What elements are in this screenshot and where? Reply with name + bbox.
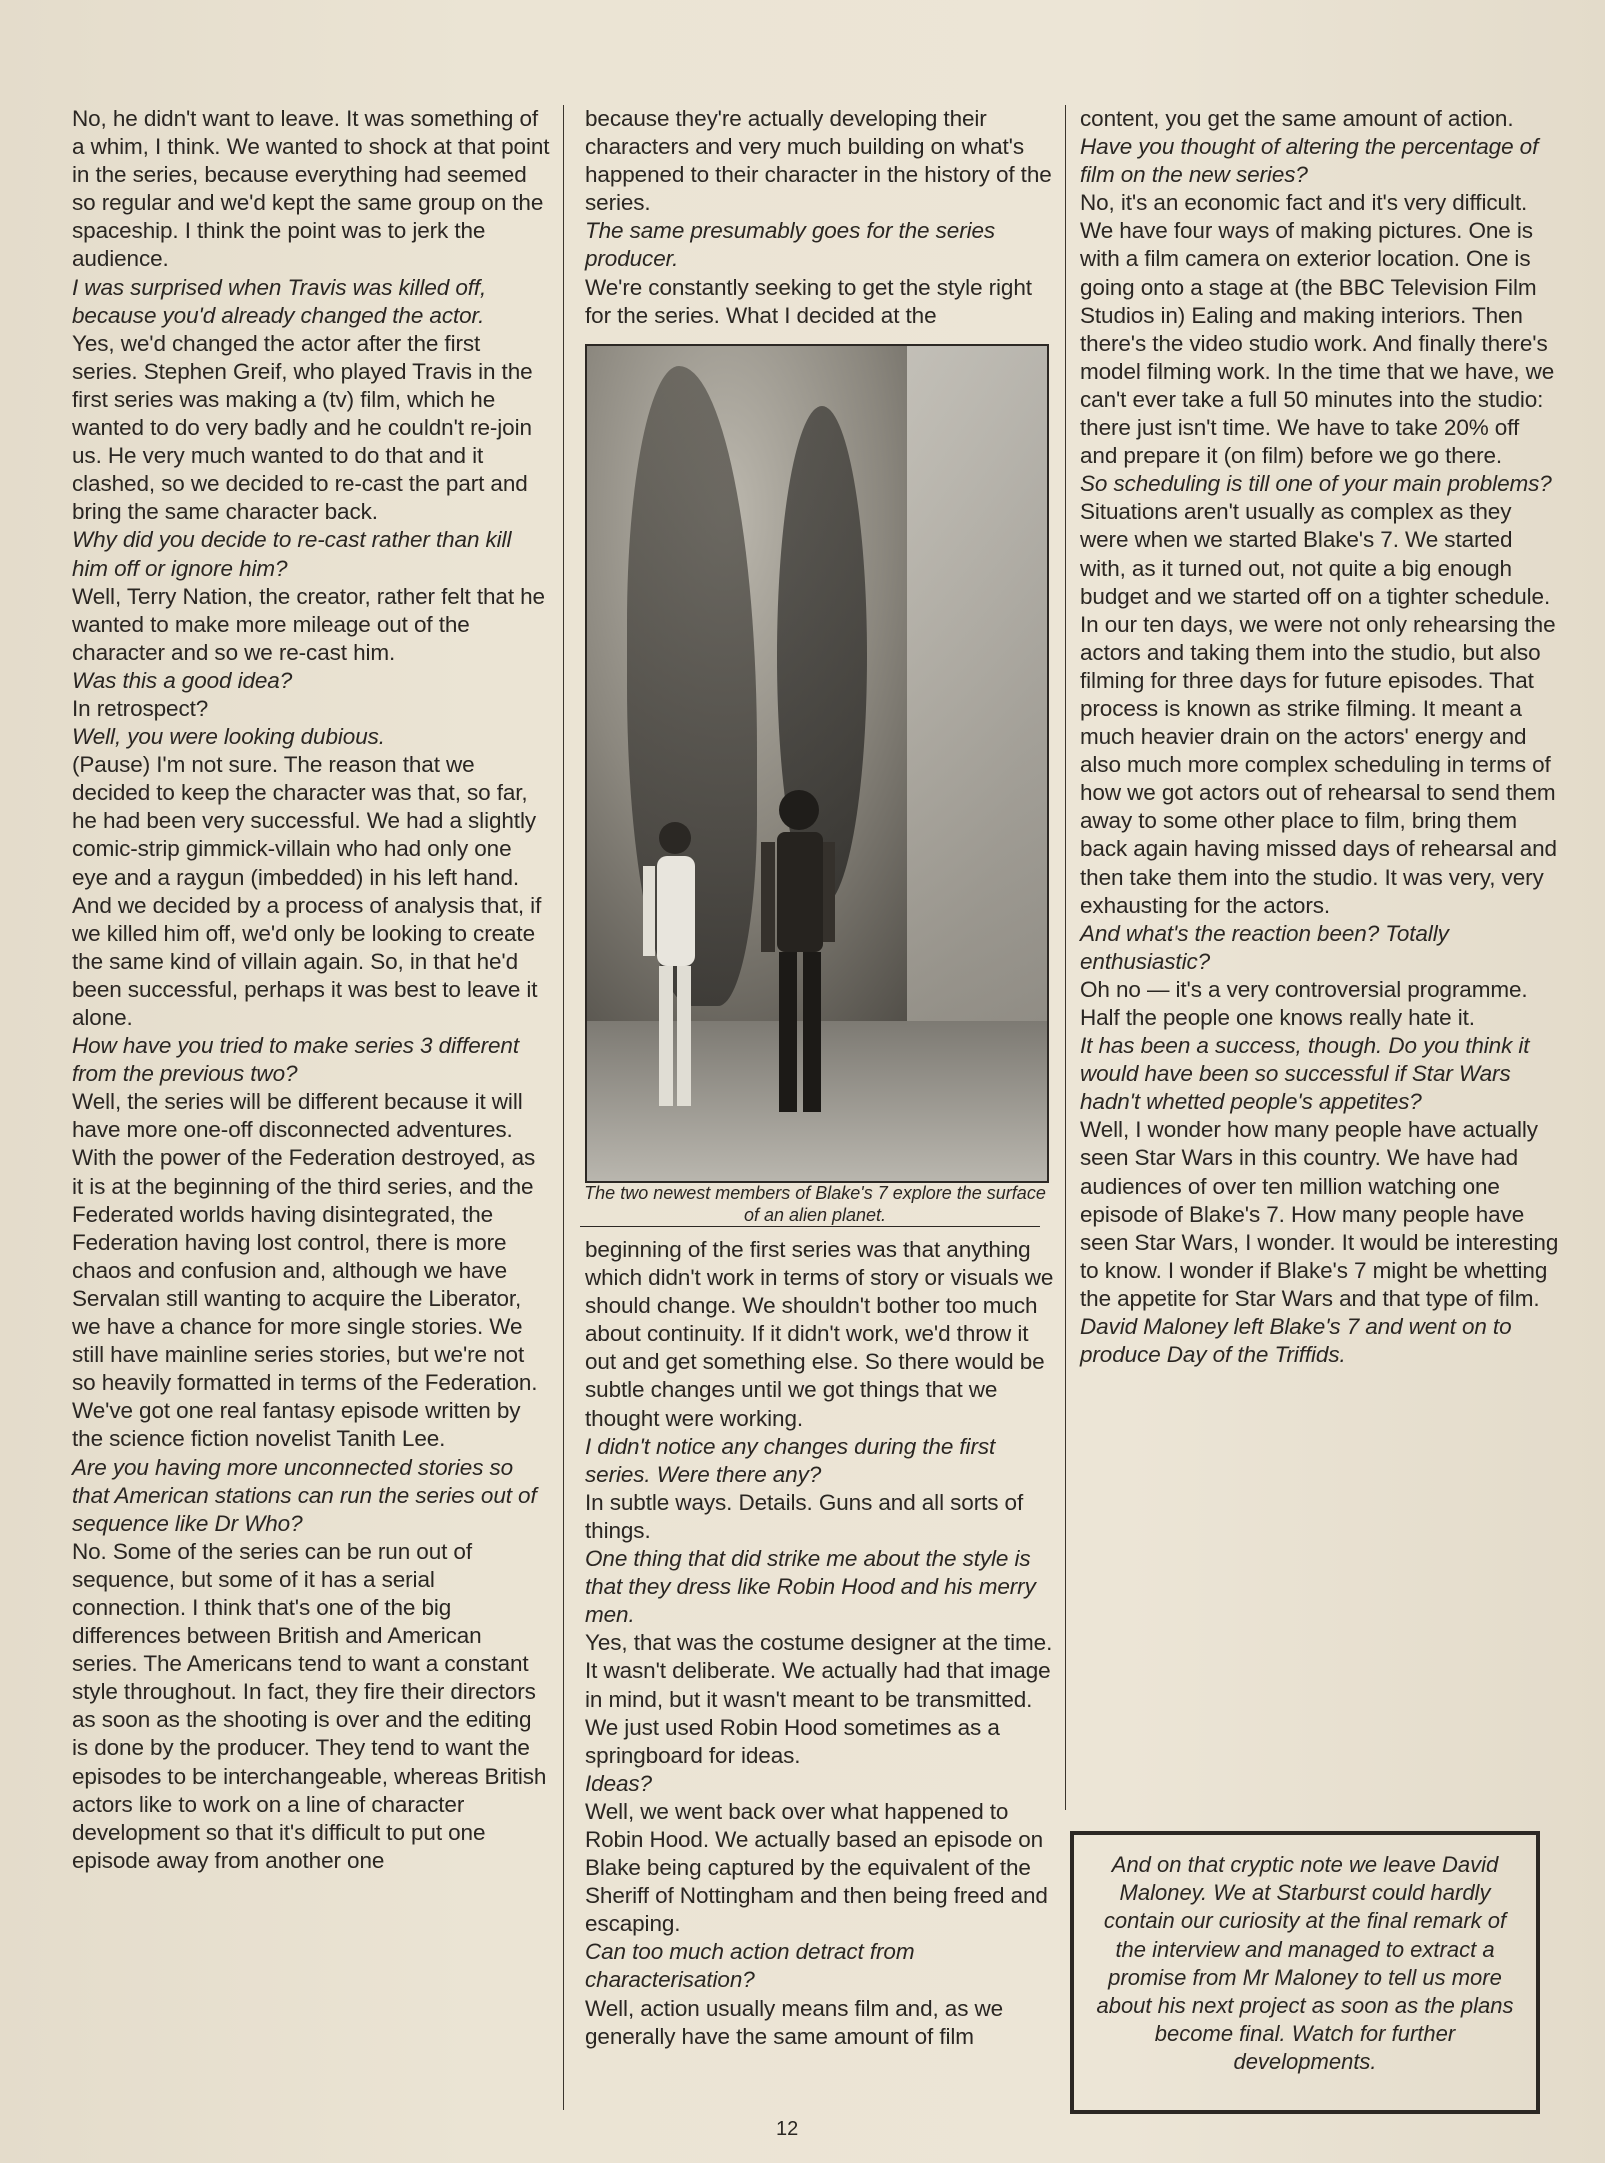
interview-answer: No, he didn't want to leave. It was something of a whim, I think. We wanted to shock at that point in the series, because everything had seemed so regular and we'd kept the same group on the spaceship. I think the point was to jerk the audience. (72, 106, 550, 272)
column-1 (72, 105, 550, 1875)
interview-question: How have you tried to make series 3 different from the previous two? (72, 1033, 519, 1087)
interview-answer: No, it's an economic fact and it's very difficult. We have four ways of making pictures. One is with a film camera on exterior location. One is going onto a stage at (the BBC Television Film Studios in) Ealing and making interiors. Then there's the video studio work. And finally there's model filming work. In the time that we have, we can't ever take a full 50 minutes into the studio: there just isn't time. We have to take 20% off and prepare it (on film) before we go there. (1080, 190, 1555, 469)
column-rule-1 (563, 105, 564, 2110)
interview-answer: Well, the series will be different because it will have more one-off disconnected adventures. With the power of the Federation destroyed, as it is at the beginning of the third series, and the Federated worlds having disintegrated, the Federation having lost control, there is more chaos and confusion and, although we have Servalan still wanting to acquire the Liberator, we have a chance for more single stories. We still have mainline series stories, but we're not so heavily formatted in terms of the Federation. We've got one real fantasy episode written by the science fiction novelist Tanith Lee. (72, 1089, 538, 1452)
photo-caption-text: The two newest members of Blake's 7 explore the surface of an alien planet. (584, 1183, 1046, 1225)
interview-answer: (Pause) I'm not sure. The reason that we decided to keep the character was that, so far, he had been very successful. We had a slightly comic-strip gimmick-villain who had only one eye and a raygun (imbedded) in his left hand. And we decided by a process of analysis that, if we killed him off, we'd only be looking to create the same kind of villain again. So, in that he'd been successful, perhaps it was best to leave it alone. (72, 752, 542, 1030)
interview-question: It has been a success, though. Do you think it would have been so successful if Star Wars hadn't whetted people's appetites? (1080, 1033, 1530, 1115)
interview-answer: beginning of the first series was that anything which didn't work in terms of story or visuals we should change. We shouldn't bother too much about continuity. If it didn't work, we'd throw it out and get something else. So there would be subtle changes until we got things that we thought were working. (585, 1237, 1054, 1431)
interview-answer: Well, action usually means film and, as we generally have the same amount of film (585, 1995, 1004, 2049)
interview-answer: In retrospect? (72, 695, 209, 721)
interview-question: So scheduling is till one of your main problems? (1080, 471, 1552, 497)
interview-question: Can too much action detract from characterisation? (585, 1939, 915, 1993)
interview-question: Was this a good idea? (72, 667, 293, 693)
interview-question: Well, you were looking dubious. (72, 724, 385, 750)
page-number: 12 (776, 2118, 799, 2140)
interview-question: And what's the reaction been? Totally enthusiastic? (1080, 920, 1449, 974)
photo-caption (580, 1182, 1050, 1226)
interview-answer: Oh no — it's a very controversial programme. Half the people one knows really hate it. (1080, 976, 1528, 1030)
column-rule-2 (1065, 105, 1066, 1810)
interview-question: Ideas? (585, 1770, 652, 1796)
interview-answer: Yes, we'd changed the actor after the first series. Stephen Greif, who played Travis in the first series was making a (tv) film, which he wanted to do very badly and he couldn't re-join us. He very much wanted to do that and it clashed, so we decided to re-cast the part and bring the same character back. (72, 330, 533, 525)
interview-answer: Well, Terry Nation, the creator, rather felt that he wanted to make more mileage out of the character and so we re-cast him. (72, 583, 545, 665)
column-2-bottom (585, 1236, 1055, 2051)
interview-question: The same presumably goes for the series producer. (585, 218, 996, 272)
boxed-note-text: And on that cryptic note we leave David Maloney. We at Starburst could hardly contain our curiosity at the final remark of the interview and managed to extract a promise from Mr Maloney to tell us more about his next project as soon as the plans become final. Watch for further developments. (1096, 1852, 1514, 2075)
interview-answer: Well, I wonder how many people have actually seen Star Wars in this country. We have had audiences of over ten million watching one episode of Blake's 7. How many people have seen Star Wars, I wonder. It would be interesting to know. I wonder if Blake's 7 might be whetting the appetite for Star Wars and that type of film. (1080, 1117, 1559, 1311)
interview-question: David Maloney left Blake's 7 and went on to produce Day of the Triffids. (1080, 1314, 1512, 1368)
interview-question: Why did you decide to re-cast rather than kill him off or ignore him? (72, 527, 512, 581)
interview-question: I was surprised when Travis was killed off, because you'd already changed the actor. (72, 274, 487, 328)
interview-question: Are you having more unconnected stories so that American stations can run the series out of sequence like Dr Who? (72, 1454, 537, 1536)
article-photo (585, 344, 1049, 1183)
interview-answer: Well, we went back over what happened to Robin Hood. We actually based an episode on Blake being captured by the equivalent of the Sheriff of Nottingham and then being freed and escaping. (585, 1798, 1048, 1937)
interview-answer: content, you get the same amount of action. (1080, 106, 1514, 131)
interview-answer: We're constantly seeking to get the style right for the series. What I decided at the (585, 274, 1032, 328)
column-2-top (585, 105, 1055, 330)
interview-answer: because they're actually developing their characters and very much building on what's happened to their character in the history of the series. (585, 106, 1052, 216)
column-3 (1080, 105, 1560, 1369)
interview-question: I didn't notice any changes during the first series. Were there any? (585, 1433, 996, 1487)
figure-left (637, 816, 707, 1116)
interview-question: One thing that did strike me about the style is that they dress like Robin Hood and his merry men. (585, 1546, 1036, 1628)
boxed-note (1070, 1831, 1540, 2114)
interview-answer: Situations aren't usually as complex as they were when we started Blake's 7. We started with, as it turned out, not quite a big enough budget and we started off on a tighter schedule. In our ten days, we were not only rehearsing the actors and taking them into the studio, but also filming for three days for future episodes. That process is known as strike filming. It meant a much heavier drain on the actors' energy and also much more complex scheduling in terms of how we got actors out of rehearsal to send them away to some other place to film, bring them back again having missed days of rehearsal and then take them into the studio. It was very, very exhausting for the actors. (1080, 499, 1557, 918)
interview-answer: Yes, that was the costume designer at the time. It wasn't deliberate. We actually had that image in mind, but it wasn't meant to be transmitted. We just used Robin Hood sometimes as a springboard for ideas. (585, 1630, 1053, 1768)
interview-question: Have you thought of altering the percentage of film on the new series? (1080, 134, 1539, 188)
figure-right (757, 786, 837, 1121)
interview-answer: In subtle ways. Details. Guns and all sorts of things. (585, 1489, 1024, 1543)
interview-answer: No. Some of the series can be run out of sequence, but some of it has a serial connection. I think that's one of the big differences between British and American series. The Americans tend to want a constant style throughout. In fact, they fire their directors as soon as the shooting is over and the editing is done by the producer. They tend to want the episodes to be interchangeable, whereas British actors like to work on a line of character development so that it's difficult to put one episode away from another one (72, 1538, 547, 1873)
